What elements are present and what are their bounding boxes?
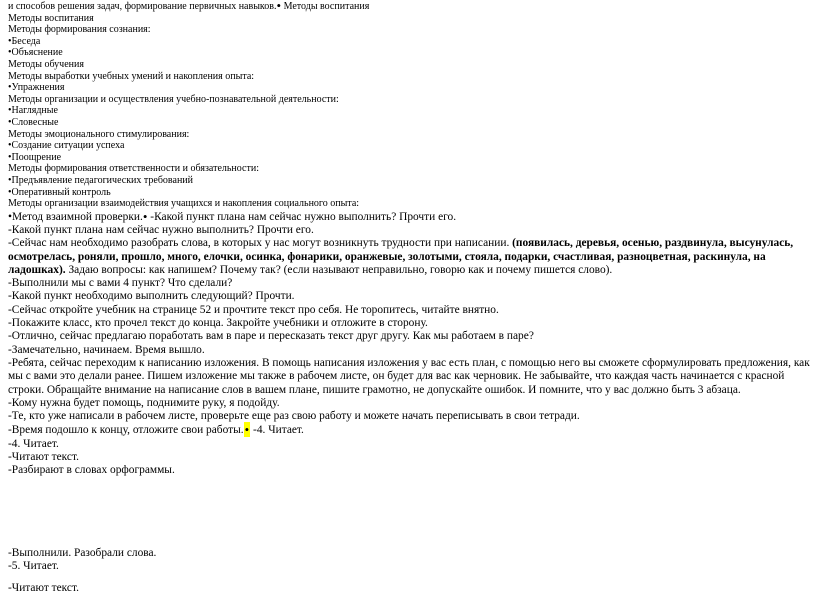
text-line: -Те, кто уже написали в рабочем листе, проверьте еще раз свою работу и можете начать переписывать в свои тетради.	[8, 410, 580, 423]
text-line: Методы формирования сознания:	[8, 24, 151, 36]
text-line: -Выполнили. Разобрали слова.	[8, 546, 157, 559]
paragraph-text: -Сейчас нам необходимо разобрать слова, в которых у нас могут возникнуть трудности при написании.	[8, 237, 513, 250]
text-line: -Отлично, сейчас предлагаю поработать вам в паре и пересказать текст друг другу. Как мы работаем в паре?	[8, 330, 534, 343]
bullet-icon: •	[142, 208, 148, 224]
text-line: -Выполнили мы с вами 4 пункт? Что сделали?	[8, 277, 233, 290]
text-line: -Какой пункт плана нам сейчас нужно выполнить? Прочти его.	[8, 223, 314, 236]
text-line: •Упражнения	[8, 82, 65, 94]
blank-space	[8, 478, 812, 547]
text-line: •Наглядные	[8, 105, 58, 117]
text-line: -Сейчас откройте учебник на странице 52 и прочтите текст про себя. Не торопитесь, читайте внятно.	[8, 303, 499, 316]
text-line: -Кому нужна будет помощь, поднимите руку, я подойду.	[8, 396, 280, 409]
line-text: •Метод взаимной проверки.	[8, 210, 143, 223]
line-text: Методы воспитания	[281, 1, 370, 12]
text-line	[8, 0, 812, 13]
text-line: -Разбирают в словах орфограммы.	[8, 464, 175, 477]
text-line: -Читают текст.	[8, 451, 79, 464]
bullet-icon: •	[276, 0, 282, 13]
text-line: Методы эмоционального стимулирования:	[8, 128, 190, 140]
word-list: (появилась, деревья, осенью, раздвинула, высунулась, осмотрелась, роняли, прошло, много, елочки, осинка, фонарики, оранжевые, золотыми, стояла, подарки, счастливая, разноцветная, раскинула, на ладошках).	[8, 237, 794, 276]
text-line: •Беседа	[8, 35, 41, 47]
text-line: •Словесные	[8, 116, 59, 128]
text-line: •Создание ситуации успеха	[8, 140, 125, 152]
line-text: -Время подошло к концу, отложите свои работы.	[8, 424, 244, 437]
blank-space	[8, 573, 812, 582]
text-line: -Какой пункт необходимо выполнить следующий? Прочти.	[8, 290, 295, 303]
text-line: Методы формирования ответственности и обязательности:	[8, 163, 259, 175]
text-line: Методы организации и осуществления учебно-познавательной деятельности:	[8, 93, 339, 105]
text-line: -4. Читает.	[8, 437, 59, 450]
text-line: Методы выработки учебных умений и накопления опыта:	[8, 70, 255, 82]
text-paragraph: -Ребята, сейчас переходим к написанию изложения. В помощь написания изложения у вас есть план, с помощью него вы сможете сформулировать предложения, как мы с вами это делали ранее. Пишем изложение мы также в рабочем листе, он будет для вас как черновик. Не забывайте, что каждая часть начинается с красной строки. Обращайте внимание на написание слов в вашем плане, пишите грамотно, не допускайте ошибок. И помните, что у вас должно быть 3 абзаца.	[8, 356, 810, 396]
document-page	[8, 0, 812, 596]
text-line: -Покажите класс, кто прочел текст до конца. Закройте учебники и отложите в сторону.	[8, 317, 428, 330]
text-line: •Оперативный контроль	[8, 186, 111, 198]
text-line: Методы обучения	[8, 58, 84, 70]
text-line: -Замечательно, начинаем. Время вышло.	[8, 343, 205, 356]
line-text: -Какой пункт плана нам сейчас нужно выполнить? Прочти его.	[147, 210, 457, 223]
text-line: •Предъявление педагогических требований	[8, 174, 194, 186]
text-line	[8, 210, 812, 224]
text-line: -5. Читает.	[8, 559, 59, 572]
line-text: -4. Читает.	[250, 424, 304, 437]
text-line: •Объяснение	[8, 47, 63, 59]
text-paragraph	[8, 237, 812, 277]
paragraph-text: Задаю вопросы: как напишем? Почему так? (если называют неправильно, говорю как и почему пишется слово).	[65, 263, 613, 276]
highlighted-bullet-icon: •	[244, 422, 250, 438]
text-line: Методы воспитания	[8, 12, 94, 24]
text-line: -Читают текст.	[8, 582, 79, 595]
text-line	[8, 423, 812, 437]
text-line: Методы организации взаимодействия учащихся и накопления социального опыта:	[8, 198, 360, 210]
text-line: •Поощрение	[8, 151, 62, 163]
line-text: и способов решения задач, формирование первичных навыков.	[8, 1, 277, 12]
